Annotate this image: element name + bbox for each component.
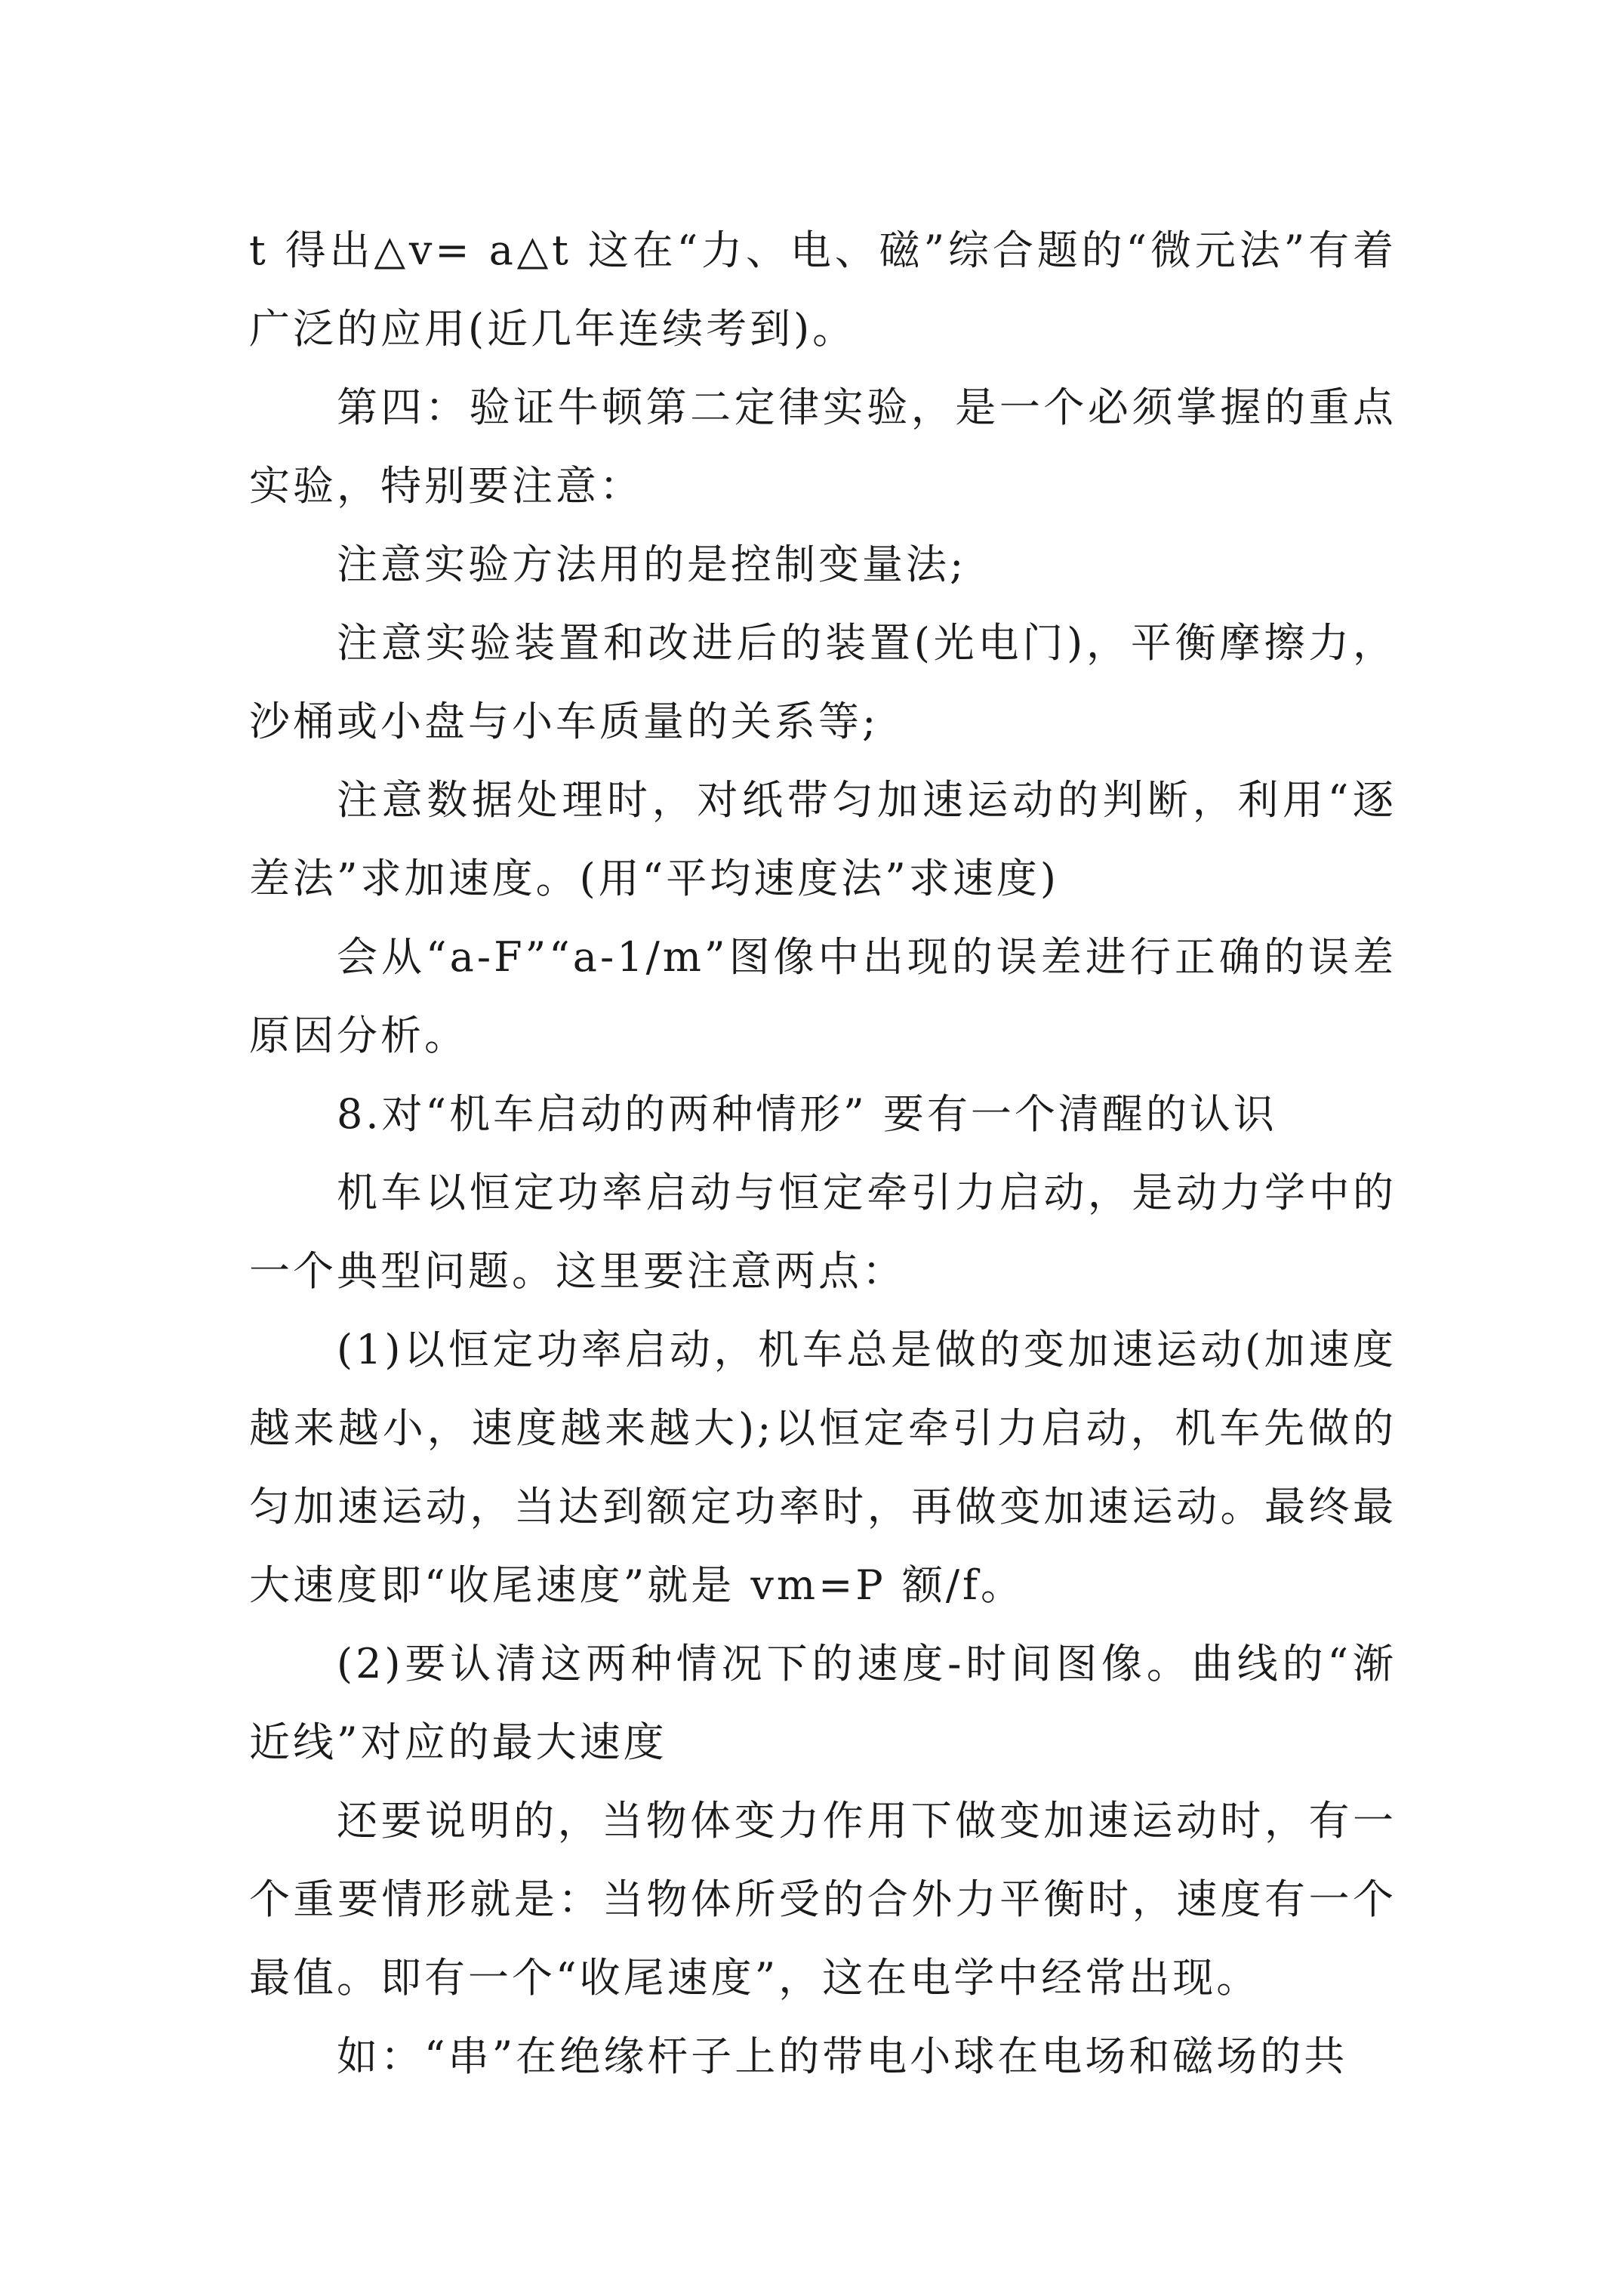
paragraph-8: 机车以恒定功率启动与恒定牵引力启动，是动力学中的一个典型问题。这里要注意两点：	[249, 1169, 1397, 1295]
paragraph-11: 还要说明的，当物体变力作用下做变加速运动时，有一个重要情形就是：当物体所受的合外力平衡时，速度有一个最值。即有一个“收尾速度”，这在电学中经常出现。	[249, 1797, 1397, 2002]
section-heading-8: 8.对“机车启动的两种情形” 要有一个清醒的认识	[337, 1090, 1277, 1138]
paragraph-9: (1)以恒定功率启动，机车总是做的变加速运动(加速度越来越小，速度越来越大);以恒定牵引力启动，机车先做的匀加速运动，当达到额定功率时，再做变加速运动。最终最大速度即“收尾速度”就是 vm=P 额/f。	[249, 1326, 1397, 1609]
paragraph-6: 会从“a-F”“a-1/m”图像中出现的误差进行正确的误差原因分析。	[249, 933, 1397, 1059]
paragraph-10: (2)要认清这两种情况下的速度-时间图像。曲线的“渐近线”对应的最大速度	[249, 1640, 1397, 1766]
paragraph-5: 注意数据处理时，对纸带匀加速运动的判断，利用“逐差法”求加速度。(用“平均速度法”求速度)	[249, 776, 1397, 902]
paragraph-2: 第四：验证牛顿第二定律实验，是一个必须掌握的重点实验，特别要注意：	[249, 384, 1397, 510]
paragraph-1: t 得出△v= a△t 这在“力、电、磁”综合题的“微元法”有着广泛的应用(近几年连续考到)。	[249, 227, 1397, 353]
paragraph-12: 如：“串”在绝缘杆子上的带电小球在电场和磁场的共	[337, 2032, 1348, 2080]
paragraph-3: 注意实验方法用的是控制变量法;	[337, 541, 967, 588]
paragraph-4: 注意实验装置和改进后的装置(光电门)，平衡摩擦力，沙桶或小盘与小车质量的关系等;	[249, 619, 1397, 745]
document-body	[249, 211, 1397, 2096]
